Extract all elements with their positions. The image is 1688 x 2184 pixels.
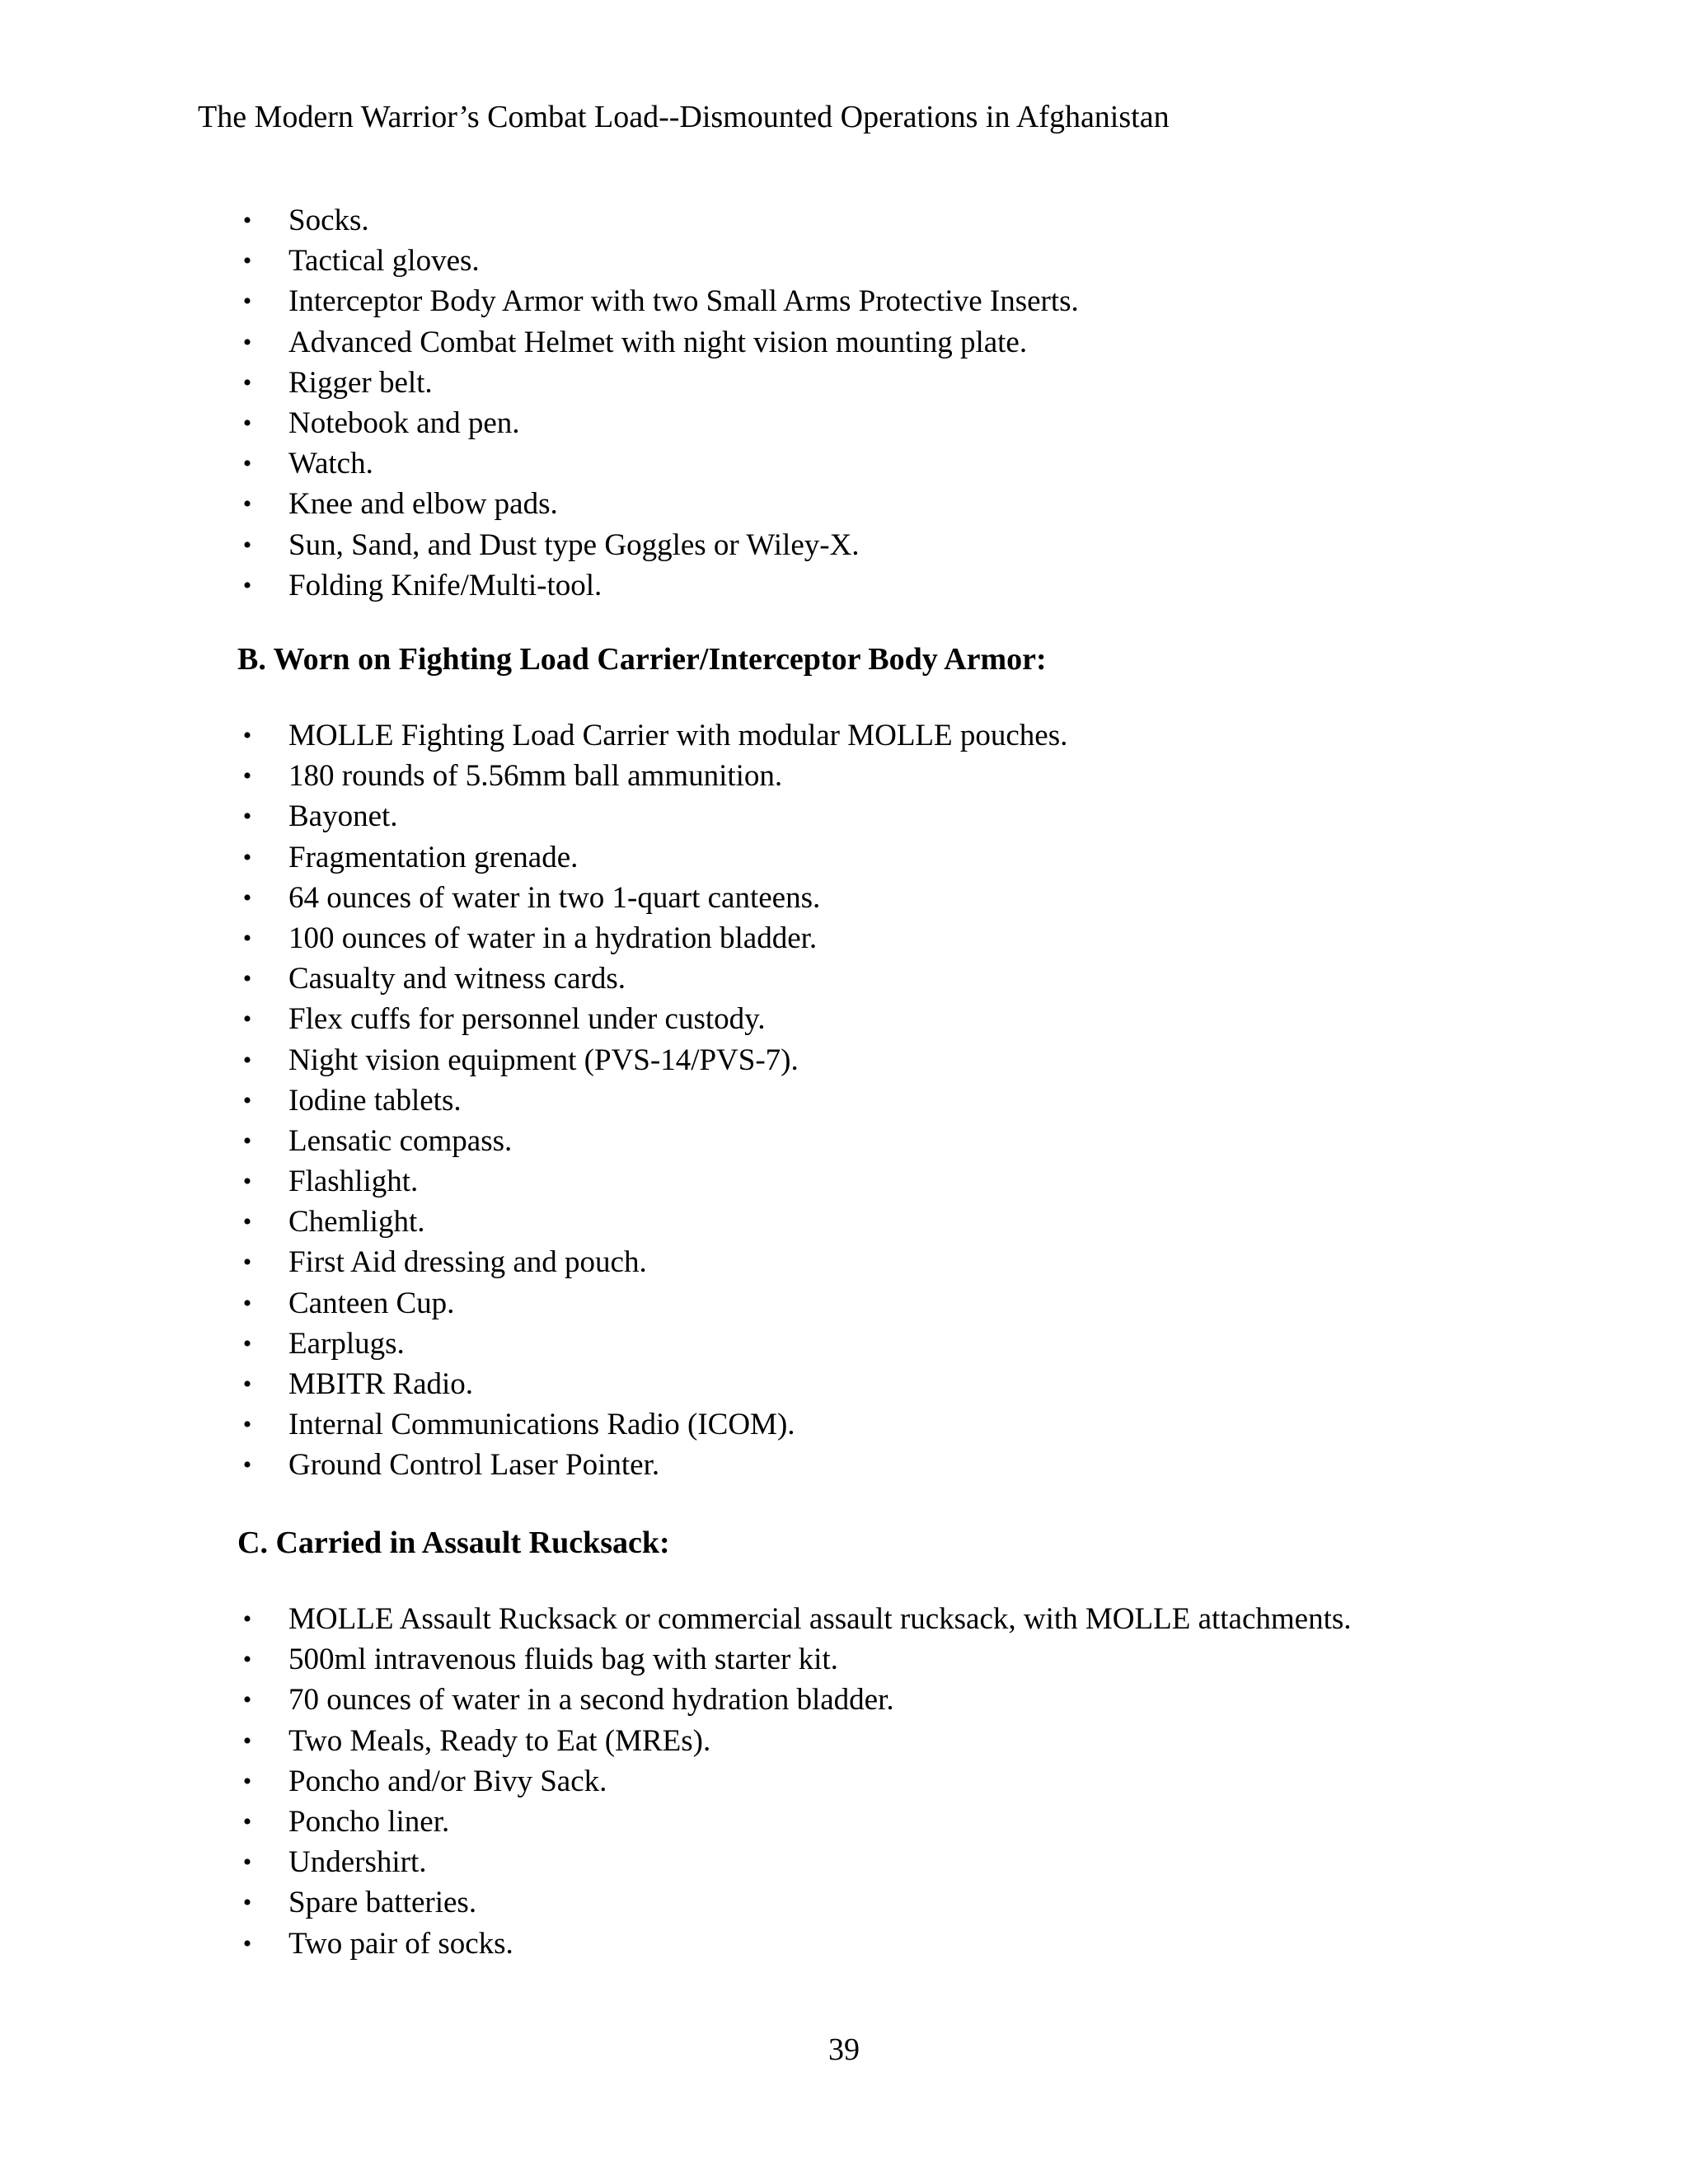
list-item [239,715,1067,756]
list-item-text: Two Meals, Ready to Eat (MREs). [288,1723,711,1758]
list-item-text: Chemlight. [288,1205,425,1240]
bullet-icon: • [242,1371,252,1398]
list-item-text: Socks. [288,204,369,237]
list-item [239,1445,1067,1485]
bullet-icon: • [242,1727,252,1755]
list-item [239,1599,1352,1639]
list-item-text: Lensatic compass. [288,1123,513,1158]
equipment-list-c [239,1599,1352,1964]
list-item-text: Two pair of socks. [288,1926,513,1961]
list-item [239,1842,1352,1882]
section-b-heading: B. Worn on Fighting Load Carrier/Interceptor Body Armor: [237,642,1047,677]
list-item-text: MBITR Radio. [288,1367,474,1401]
bullet-icon: • [242,1249,252,1277]
bullet-icon: • [242,531,252,559]
list-item-text: Watch. [288,447,373,481]
bullet-icon: • [242,368,252,396]
bullet-icon: • [242,1849,252,1877]
list-item-text: Bayonet. [288,799,398,834]
list-item-text: Knee and elbow pads. [288,487,558,522]
bullet-icon: • [242,328,252,356]
bullet-icon: • [242,803,252,831]
list-item-text: Flex cuffs for personnel under custody. [288,1002,766,1037]
list-item [239,1080,1067,1121]
bullet-icon: • [242,450,252,478]
list-item-text: Notebook and pen. [288,405,520,440]
list-item [239,484,1079,524]
bullet-icon: • [242,1451,252,1479]
list-item-text: Flashlight. [288,1165,419,1199]
list-item-text: First Aid dressing and pouch. [288,1245,647,1280]
list-item-text: Fragmentation grenade. [288,840,579,874]
list-item [239,1324,1067,1364]
bullet-icon: • [242,1646,252,1674]
list-item [239,403,1079,443]
bullet-icon: • [242,288,252,316]
list-item [239,1404,1067,1445]
list-item-text: 100 ounces of water in a hydration bladder. [288,921,818,955]
list-item [239,1161,1067,1202]
bullet-icon: • [242,843,252,871]
list-item [239,443,1079,484]
list-item-text: Interceptor Body Armor with two Small Arms Protective Inserts. [288,284,1079,319]
list-item-text: Sun, Sand, and Dust type Goggles or Wiley-X. [288,527,860,562]
list-item [239,200,1079,241]
bullet-icon: • [242,1929,252,1957]
bullet-icon: • [242,1767,252,1795]
list-item [239,1202,1067,1242]
list-item [239,1761,1352,1802]
bullet-icon: • [242,883,252,912]
bullet-icon: • [242,1046,252,1074]
list-item [239,837,1067,878]
list-item [239,281,1079,321]
bullet-icon: • [242,1889,252,1917]
bullet-icon: • [242,571,252,599]
list-item [239,1924,1352,1964]
list-item-text: 500ml intravenous fluids bag with starter kit. [288,1643,838,1677]
page-number: 39 [828,2032,860,2067]
bullet-icon: • [242,409,252,437]
bullet-icon: • [242,1005,252,1033]
list-item-text: 180 rounds of 5.56mm ball ammunition. [288,759,783,794]
list-item [239,1040,1067,1080]
list-item [239,525,1079,565]
list-item-text: Night vision equipment (PVS-14/PVS-7). [288,1043,799,1077]
list-item [239,363,1079,403]
list-item [239,756,1067,796]
list-item-text: Casualty and witness cards. [288,962,626,996]
list-item [239,1721,1352,1761]
bullet-icon: • [242,1329,252,1357]
list-item [239,796,1067,837]
list-item-text: Poncho liner. [288,1804,450,1839]
list-item [239,1121,1067,1161]
list-item [239,1882,1352,1923]
list-item [239,1364,1067,1404]
bullet-icon: • [242,722,252,749]
list-item-text: MOLLE Fighting Load Carrier with modular MOLLE pouches. [288,719,1068,752]
list-item-text: Tactical gloves. [288,244,480,279]
bullet-icon: • [242,247,252,275]
list-item-text: Advanced Combat Helmet with night vision mounting plate. [288,325,1028,359]
equipment-list-a [239,200,1079,606]
running-header: The Modern Warrior’s Combat Load--Dismounted Operations in Afghanistan [198,100,1170,134]
list-item-text: Ground Control Laser Pointer. [288,1448,660,1483]
list-item [239,241,1079,281]
bullet-icon: • [242,924,252,952]
list-item-text: Spare batteries. [288,1886,477,1920]
equipment-list-b [239,715,1067,1486]
list-item-text: Folding Knife/Multi-tool. [288,568,603,602]
list-item [239,1242,1067,1282]
list-item [239,322,1079,363]
section-c-heading: C. Carried in Assault Rucksack: [237,1526,670,1560]
bullet-icon: • [242,1605,252,1633]
list-item [239,918,1067,958]
list-item [239,958,1067,999]
list-item-text: Iodine tablets. [288,1083,462,1118]
list-item-text: Poncho and/or Bivy Sack. [288,1764,607,1798]
list-item [239,999,1067,1039]
bullet-icon: • [242,965,252,993]
bullet-icon: • [242,1168,252,1196]
list-item-text: 64 ounces of water in two 1-quart canteens. [288,880,821,915]
list-item [239,878,1067,918]
bullet-icon: • [242,1807,252,1835]
list-item-text: Earplugs. [288,1326,405,1361]
list-item-text: Internal Communications Radio (ICOM). [288,1408,795,1442]
bullet-icon: • [242,1086,252,1114]
list-item-text: Rigger belt. [288,365,433,400]
list-item [239,1639,1352,1680]
bullet-icon: • [242,1289,252,1317]
list-item [239,565,1079,606]
bullet-icon: • [242,1411,252,1439]
bullet-icon: • [242,490,252,518]
list-item [239,1802,1352,1842]
list-item-text: Undershirt. [288,1845,427,1880]
list-item-text: Canteen Cup. [288,1286,455,1320]
bullet-icon: • [242,762,252,790]
bullet-icon: • [242,1208,252,1236]
bullet-icon: • [242,1686,252,1714]
list-item [239,1680,1352,1720]
bullet-icon: • [242,1127,252,1155]
bullet-icon: • [242,207,252,234]
list-item-text: 70 ounces of water in a second hydration bladder. [288,1683,894,1718]
list-item-text: MOLLE Assault Rucksack or commercial assault rucksack, with MOLLE attachments. [288,1602,1352,1636]
list-item [239,1283,1067,1324]
